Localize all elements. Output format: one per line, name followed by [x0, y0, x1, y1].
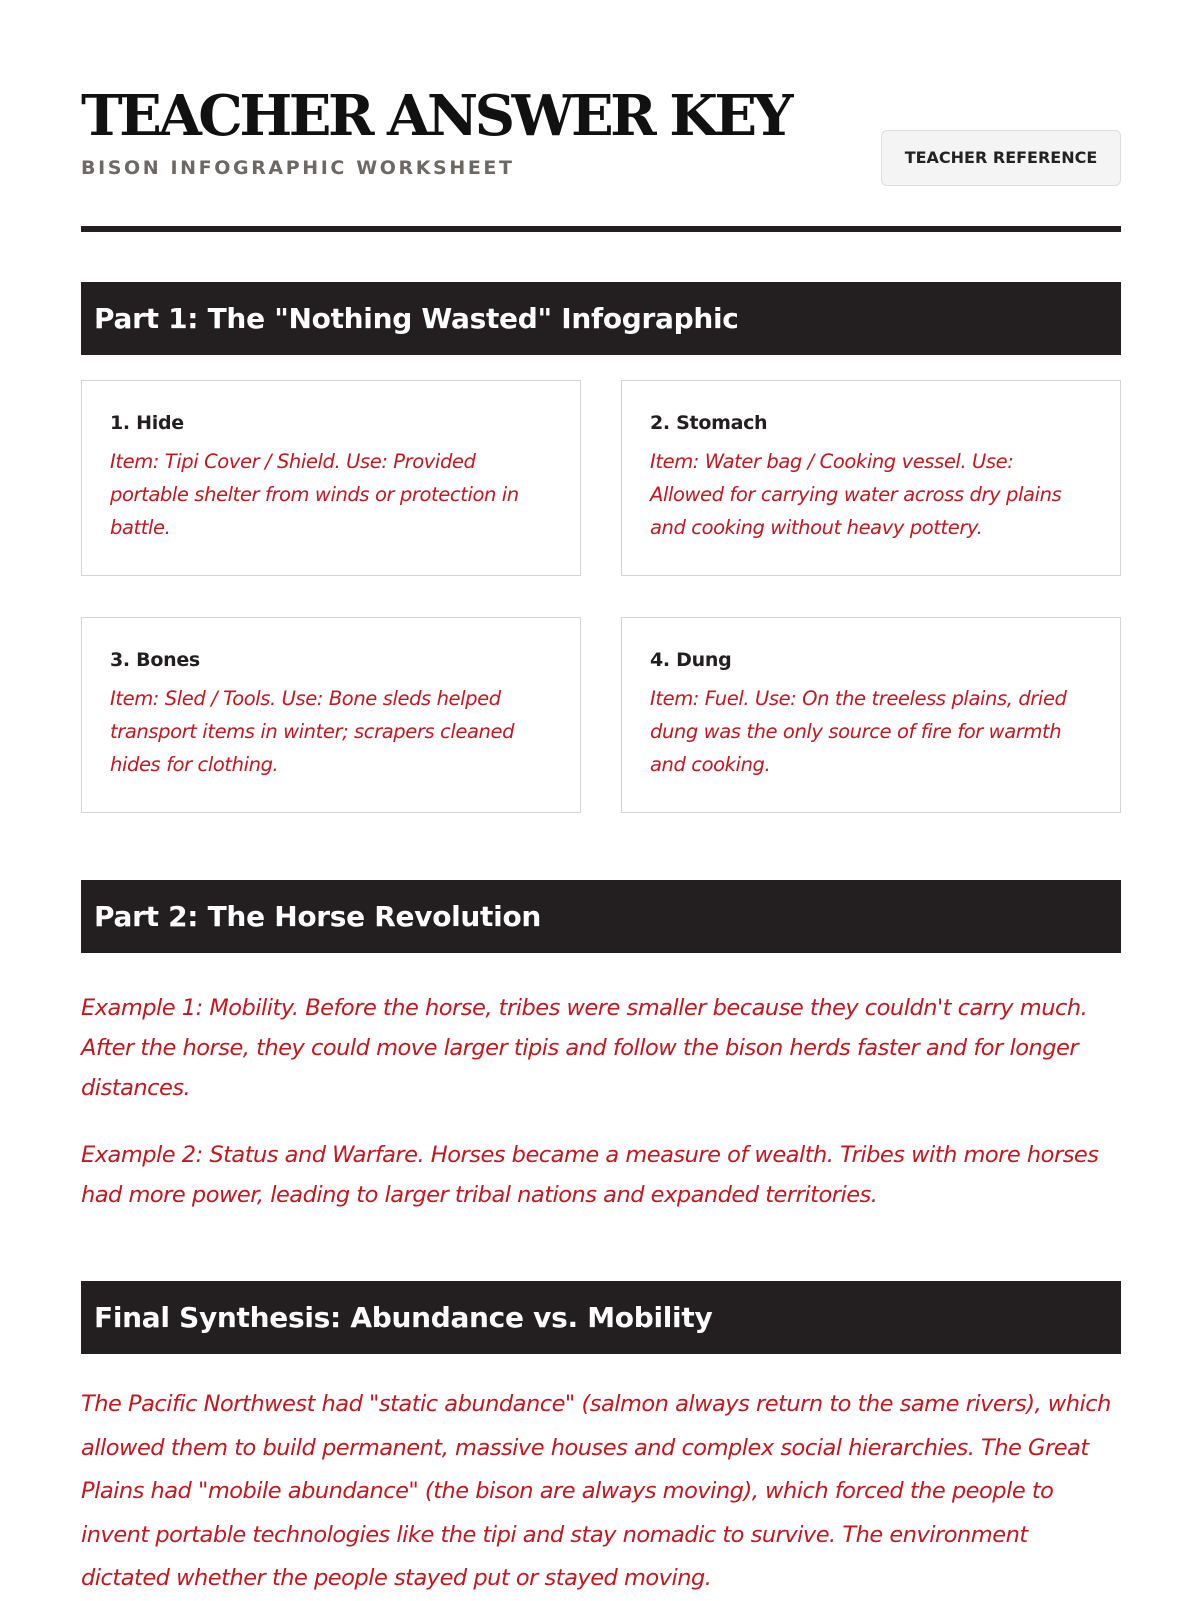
answer-card-dung	[621, 617, 1121, 813]
card-answer: Item: Tipi Cover / Shield. Use: Provided portable shelter from winds or protection in battle.	[110, 450, 519, 539]
page-title: TEACHER ANSWER KEY	[81, 83, 791, 149]
card-title: 3. Bones	[110, 649, 200, 671]
card-title: 2. Stomach	[650, 412, 768, 434]
header-divider	[81, 226, 1121, 232]
teacher-reference-badge: TEACHER REFERENCE	[881, 130, 1121, 186]
synthesis-heading: Final Synthesis: Abundance vs. Mobility	[81, 1281, 1121, 1354]
card-answer: Item: Water bag / Cooking vessel. Use: Allowed for carrying water across dry plains and cooking without heavy pottery.	[650, 450, 1062, 539]
part1-heading: Part 1: The "Nothing Wasted" Infographic	[81, 282, 1121, 355]
part2-example-1: Example 1: Mobility. Before the horse, tribes were smaller because they couldn't carry much. After the horse, they could move larger tipis and follow the bison herds faster and for longer distances.	[81, 995, 1088, 1101]
answer-card-stomach	[621, 380, 1121, 576]
card-title: 4. Dung	[650, 649, 732, 671]
part2-heading: Part 2: The Horse Revolution	[81, 880, 1121, 953]
page-subtitle: BISON INFOGRAPHIC WORKSHEET	[81, 157, 515, 179]
card-answer: Item: Sled / Tools. Use: Bone sleds helped transport items in winter; scrapers cleaned hides for clothing.	[110, 687, 515, 776]
answer-card-bones	[81, 617, 581, 813]
part2-example-2: Example 2: Status and Warfare. Horses became a measure of wealth. Tribes with more horses had more power, leading to larger tribal nations and expanded territories.	[81, 1142, 1099, 1208]
answer-key-page	[81, 0, 1121, 1591]
card-title: 1. Hide	[110, 412, 184, 434]
synthesis-answer: The Pacific Northwest had "static abundance" (salmon always return to the same rivers), which allowed them to build permanent, massive houses and complex social hierarchies. The Great Plains had "mobile abundance" (the bison are always moving), which forced the people to invent portable technologies like the tipi and stay nomadic to survive. The environment dictated whether the people stayed put or stayed moving.	[81, 1391, 1111, 1591]
page-header	[81, 0, 1121, 232]
card-answer: Item: Fuel. Use: On the treeless plains, dried dung was the only source of fire for warmth and cooking.	[650, 687, 1067, 776]
answer-card-hide	[81, 380, 581, 576]
